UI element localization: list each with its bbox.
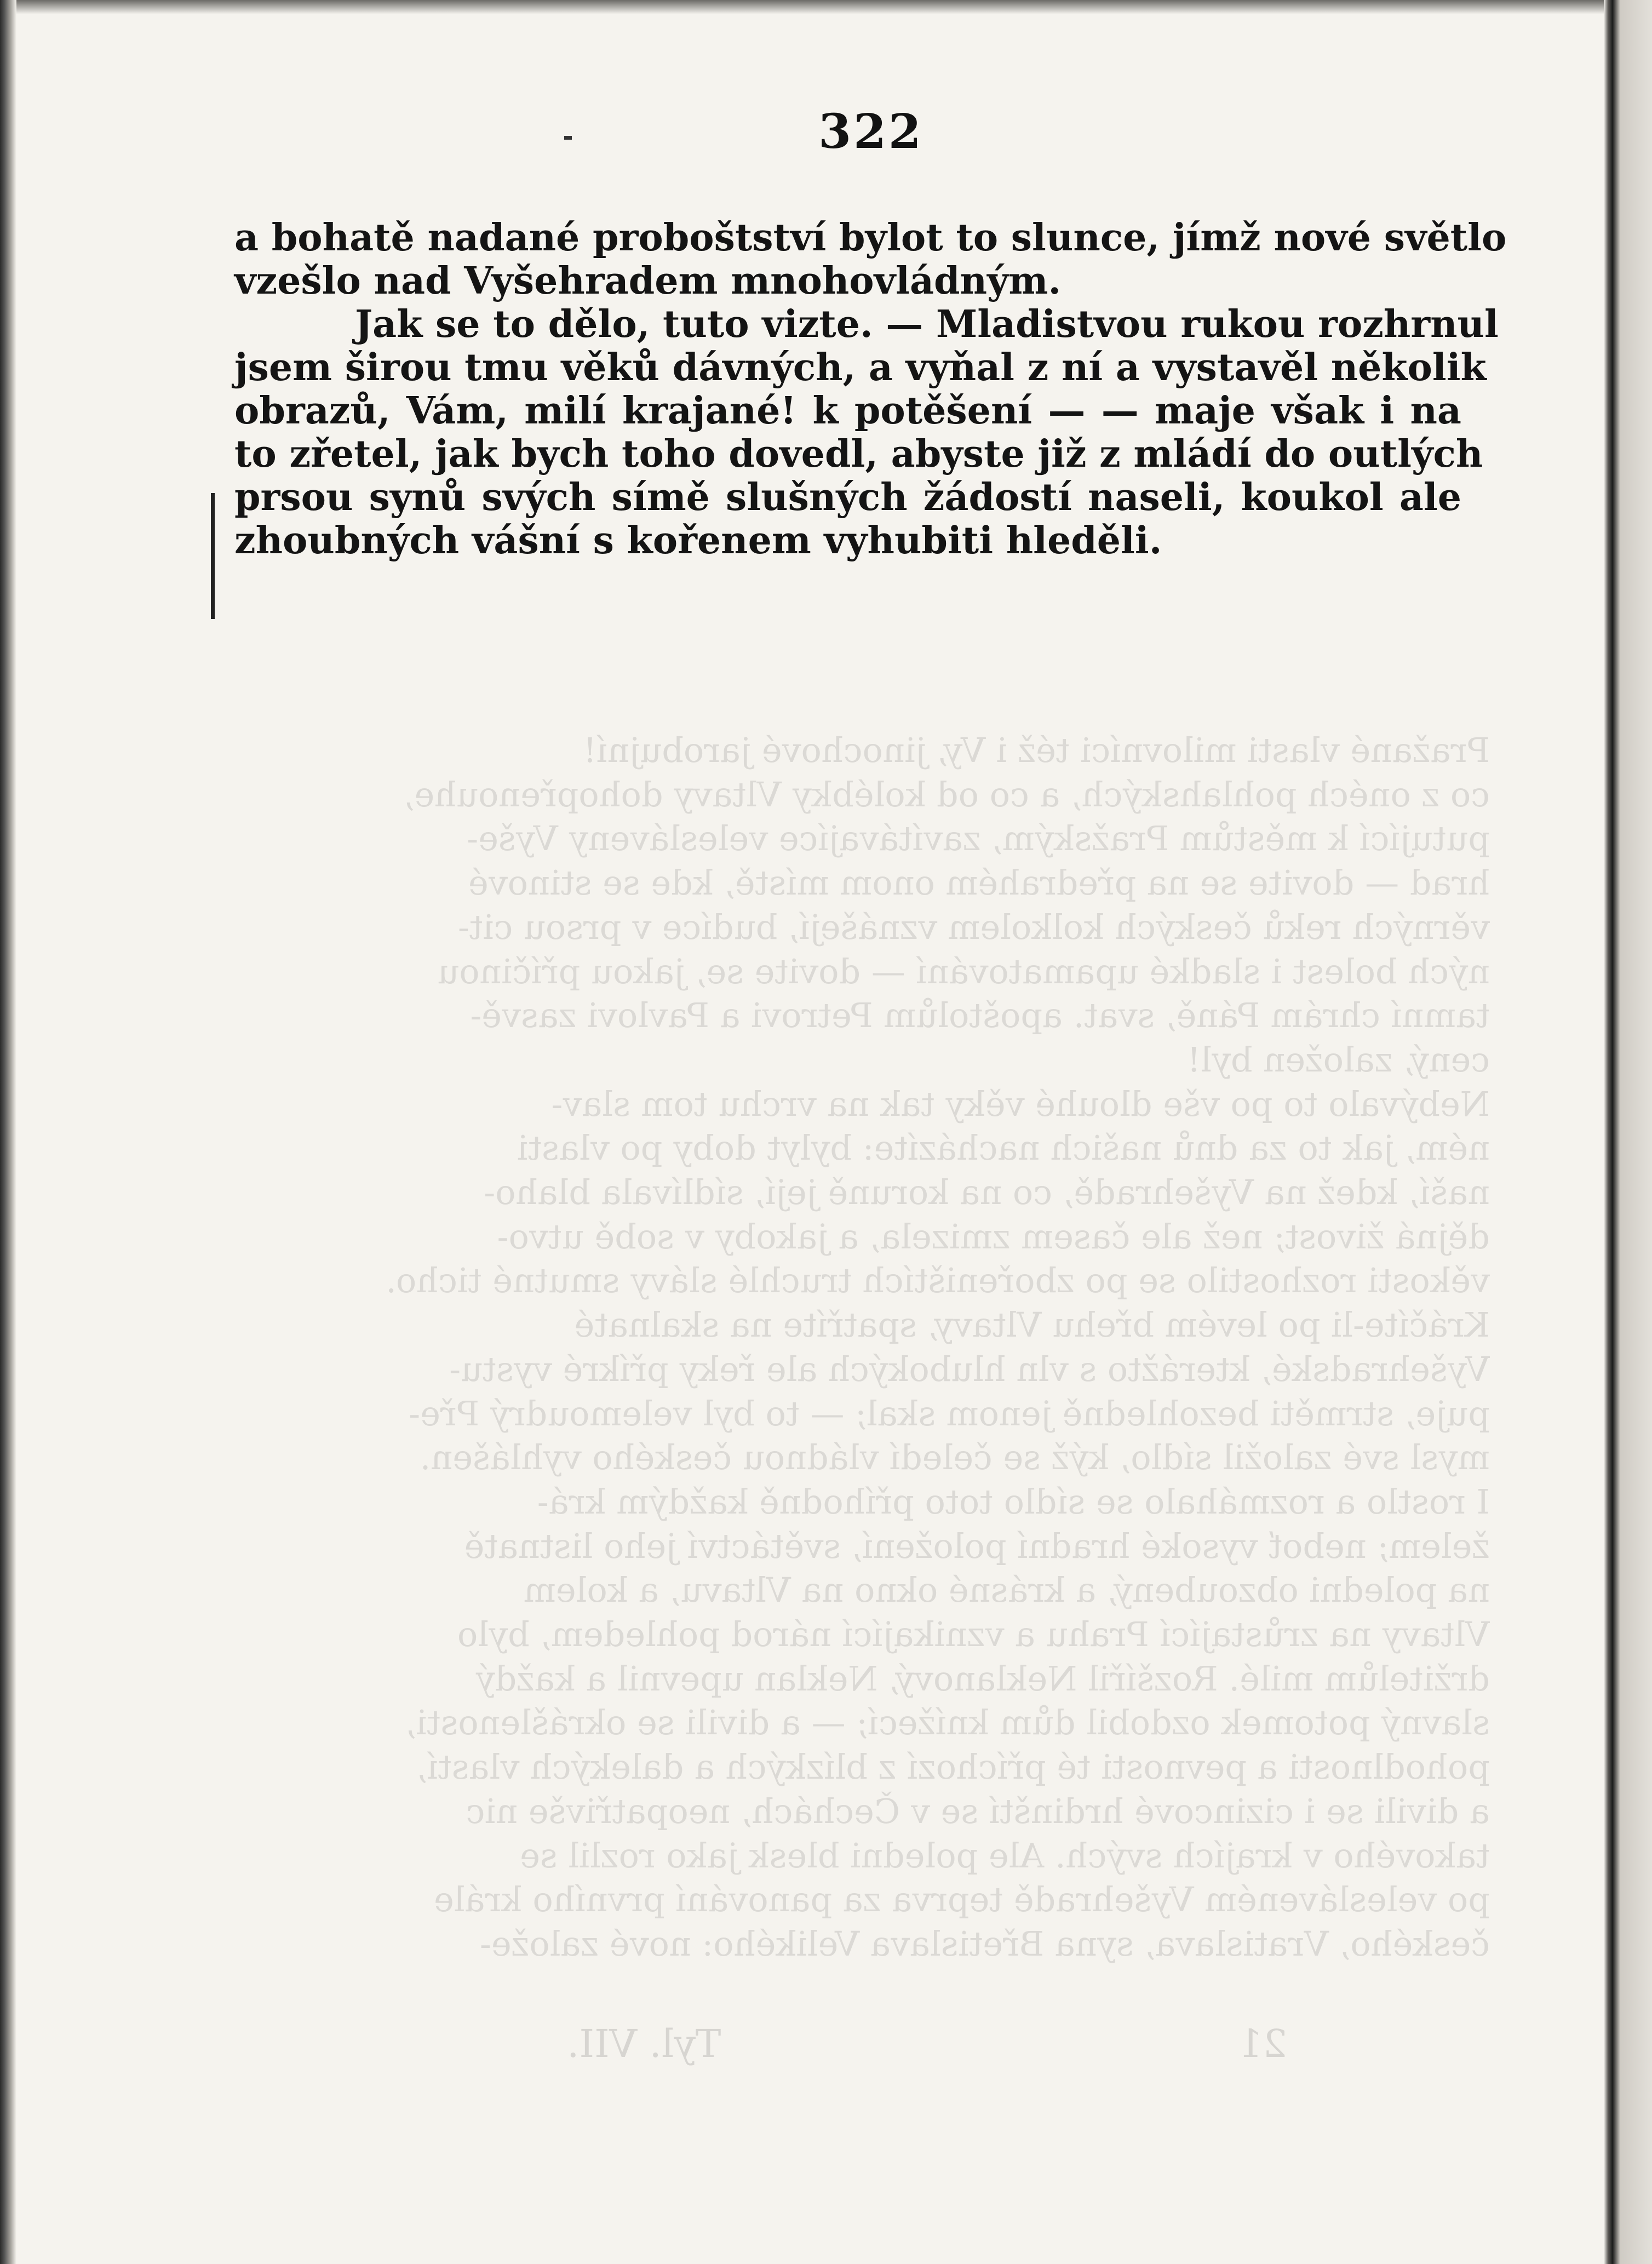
- bleed-line: takového v krajích svých. Ale poledni blesk jako rozlil se: [520, 1835, 1490, 1876]
- bleed-line: Vltavy na zrůstající Prahu a vznikající národ pohledem, bylo: [457, 1614, 1490, 1655]
- bleed-through-footer: [466, 2021, 1287, 2066]
- bleed-line: a divili se i cizincové hrdinští se v Čechách, neopatřivše nic: [466, 1791, 1490, 1831]
- text-line: jsem širou tmu věků dávných, a vyňal z ní a vystavěl několik: [234, 346, 1487, 389]
- bleed-line: slavný potomek ozdobil dům knížecí; — a divili se okrášlenosti,: [405, 1703, 1490, 1743]
- bleed-line: držitelům milé. Rozšířil Neklanový, Neklan upevnil a každý: [475, 1658, 1490, 1699]
- bleed-line: cený, založen byl!: [1187, 1039, 1490, 1080]
- text-line: a bohatě nadané proboštství bylot to slunce, jímž nové světlo: [234, 216, 1507, 260]
- bleed-line: dějná živost; než ale časem zmizela, a jakoby v sobě utvo-: [497, 1216, 1490, 1257]
- page-number: 322: [818, 104, 923, 159]
- page-top-shadow: [0, 0, 1610, 14]
- text-line: zhoubných vášní s kořenem vyhubiti hleděli.: [234, 519, 1162, 563]
- text-line: Jak se to dělo, tuto vizte. — Mladistvou rukou rozhrnul: [355, 302, 1499, 346]
- bleed-line: Pražané vlasti milovníci též i Vy, jinochové jarobujní!: [583, 730, 1490, 770]
- bleed-line: věkosti rozhostilo se po zbořeništích truchlé slávy smutné ticho.: [386, 1260, 1490, 1301]
- text-line: to zřetel, jak bych toho dovedl, abyste již z mládí do outlých: [234, 432, 1483, 476]
- bleed-line: co z onéch pohlahských, a co od kolébky Vltavy dohopřenouhe,: [403, 774, 1490, 815]
- text-line: obrazů, Vám, milí krajané! k potěšení — — maje však i na: [234, 389, 1461, 433]
- text-line: prsou synů svých símě slušných žádostí naseli, koukol ale: [234, 475, 1461, 519]
- bleed-line: hrad — dovite se na předrahém onom místě, kde se stinové: [468, 863, 1490, 903]
- bleed-line: tamní chrám Páně, svat. apoštolům Petrovi a Pavlovi zasvě-: [470, 995, 1490, 1036]
- bleed-footer-right: Tyl. VII.: [567, 2021, 721, 2066]
- bleed-line: na poledni obzoubený, a krásné okno na Vltavu, a kolem: [524, 1570, 1490, 1610]
- bleed-through-text: [219, 729, 1490, 2114]
- bleed-footer-left: 21: [1238, 2021, 1287, 2066]
- page-right-edge: [1604, 0, 1652, 2264]
- bleed-line: po velesláveném Vyšehradě teprva za panování prvního krále: [434, 1879, 1490, 1920]
- bleed-line: ných bolest i sladké upamatování — dovite se, jakou příčinou: [437, 951, 1490, 991]
- bleed-line: naší, kdež na Vyšehradě, co na koruně její, sídlívala blaho-: [484, 1172, 1490, 1213]
- header-dot-mark: [564, 136, 572, 140]
- margin-mark: [211, 493, 215, 619]
- bleed-line: putující k městům Pražským, zavítávajíce velesláveny Vyše-: [467, 818, 1490, 859]
- text-line: vzešlo nad Vyšehradem mnohovládným.: [234, 259, 1062, 303]
- main-text: [234, 216, 1507, 563]
- bleed-line: Vyšehradské, kterážto s vln hlubokých ale řeky příkré vystu-: [449, 1349, 1490, 1389]
- bleed-line: I rostlo a rozmáhalo se sídlo toto příhodně každým krá-: [537, 1481, 1490, 1522]
- bleed-line: puje, strměti bezohledně jenom skal; — to byl velemoudrý Pře-: [409, 1393, 1490, 1434]
- bleed-line: věrných reků českých kolkolem vznášejí, budíce v prsou cit-: [457, 907, 1490, 947]
- bleed-line: pohodlnosti a pevnosti té příchozí z blízkých a dalekých vlastí,: [416, 1747, 1490, 1787]
- bleed-line: ném, jak to za dnů našich nacházíte: bylyt doby po vlasti: [517, 1128, 1490, 1168]
- bleed-line: mysl své založil sídlo, kýž se čeledí vládnou českého vyhlášen.: [420, 1437, 1490, 1478]
- bleed-line: českého, Vratislava, syna Břetislava Velikého: nové založe-: [479, 1923, 1490, 1964]
- bleed-line: Nebývalo to po vše dlouhé věky tak na vrchu tom slav-: [551, 1084, 1490, 1124]
- bleed-line: Kráčíte-li po levém břehu Vltavy, spatříte na skalnaté: [574, 1305, 1490, 1345]
- bleed-line: želem; neboť vysoké hradní položení, světáctví jeho listnatě: [464, 1526, 1490, 1566]
- page-left-edge: [0, 0, 16, 2264]
